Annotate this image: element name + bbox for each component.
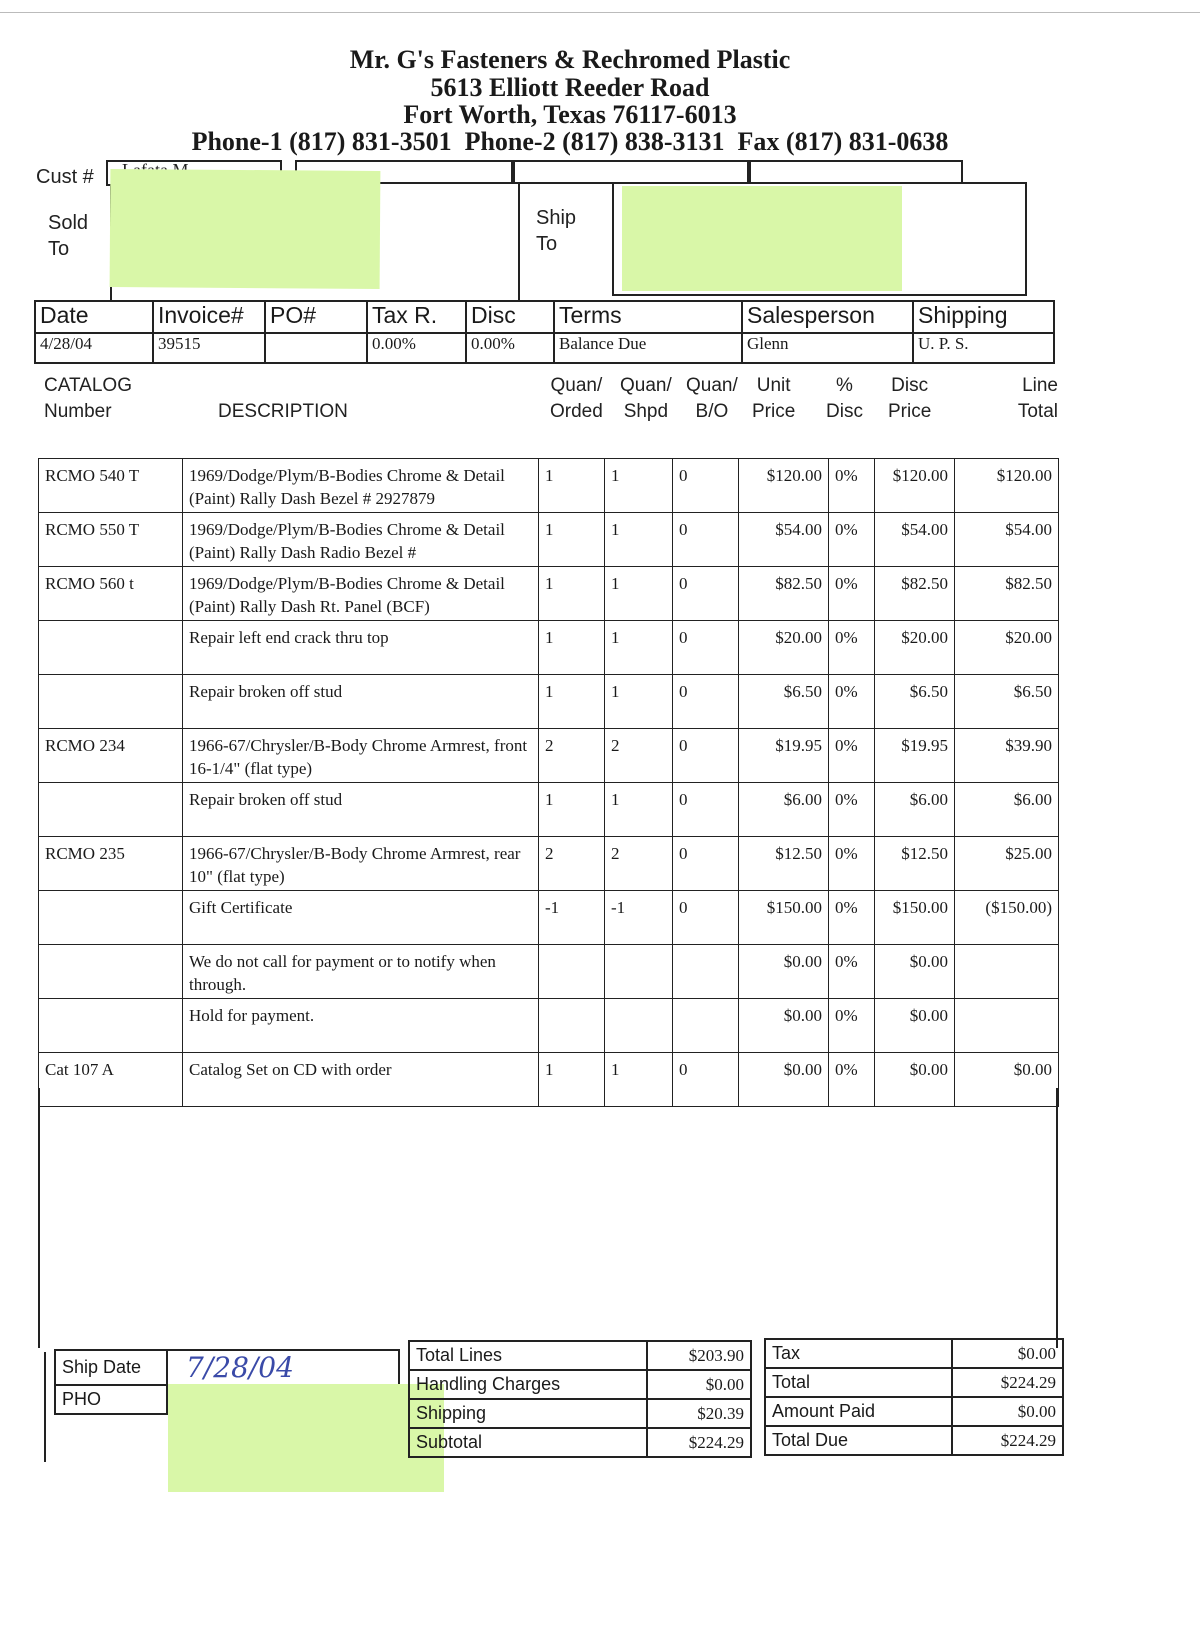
- cell-catalog-number: [39, 621, 183, 675]
- cell-qty-ordered: 1: [539, 459, 605, 513]
- ship-to-label: Ship To: [536, 207, 577, 255]
- cell-qty-backorder: 0: [673, 891, 739, 945]
- totals-right-table: [764, 1338, 1064, 1456]
- table-row: [39, 945, 1059, 999]
- totals-left-label: Shipping: [409, 1399, 647, 1428]
- scan-top-edge: [0, 12, 1200, 13]
- cell-qty-shipped: 2: [605, 837, 673, 891]
- cell-catalog-number: RCMO 550 T: [39, 513, 183, 567]
- cell-qty-backorder: 0: [673, 513, 739, 567]
- cell-percent-disc: 0%: [829, 513, 875, 567]
- totals-left-label: Total Lines: [409, 1341, 647, 1370]
- footer-left-rule: [44, 1352, 46, 1462]
- cell-qty-ordered: 2: [539, 729, 605, 783]
- redaction-note-sold-to: [110, 169, 381, 289]
- cell-line-total: $20.00: [955, 621, 1059, 675]
- cust-label: Cust #: [36, 166, 94, 188]
- cell-catalog-number: [39, 891, 183, 945]
- cell-line-total: $25.00: [955, 837, 1059, 891]
- shipping-value: U. P. S.: [913, 333, 1054, 363]
- cell-disc-price: $0.00: [875, 1053, 955, 1107]
- cell-description: 1966-67/Chrysler/B-Body Chrome Armrest, rear 10" (flat type): [183, 837, 539, 891]
- invoice-info-table: [34, 300, 1055, 364]
- totals-left-label: Handling Charges: [409, 1370, 647, 1399]
- table-row: [39, 783, 1059, 837]
- totals-left-row: [409, 1428, 751, 1457]
- tax-rate-header: Tax R.: [367, 301, 466, 333]
- cell-percent-disc: 0%: [829, 621, 875, 675]
- company-name: Mr. G's Fasteners & Rechromed Plastic: [349, 45, 791, 74]
- cell-line-total: $6.00: [955, 783, 1059, 837]
- cell-percent-disc: 0%: [829, 891, 875, 945]
- cell-percent-disc: 0%: [829, 837, 875, 891]
- cell-unit-price: $6.50: [739, 675, 829, 729]
- col-qty-ordered: Quan/ Orded: [550, 375, 603, 422]
- cell-qty-ordered: 1: [539, 783, 605, 837]
- totals-left-row: [409, 1341, 751, 1370]
- col-line-total: Line Total: [1017, 375, 1058, 422]
- cell-line-total: $6.50: [955, 675, 1059, 729]
- invoice-number-value: 39515: [153, 333, 265, 363]
- invoice-number-header: Invoice#: [153, 301, 265, 333]
- ship-date-handwritten: 7/28/04: [186, 1351, 294, 1384]
- items-area-frame: [38, 1088, 40, 1348]
- cell-disc-price: $120.00: [875, 459, 955, 513]
- cell-line-total: [955, 945, 1059, 999]
- cell-qty-backorder: 0: [673, 459, 739, 513]
- cell-unit-price: $120.00: [739, 459, 829, 513]
- ship-date-value: [167, 1350, 399, 1385]
- totals-left-value: $224.29: [647, 1428, 751, 1457]
- col-description: DESCRIPTION: [218, 401, 348, 422]
- totals-left-value: $20.39: [647, 1399, 751, 1428]
- cell-qty-backorder: [673, 945, 739, 999]
- totals-right-row: [765, 1368, 1063, 1397]
- date-header: Date: [35, 301, 153, 333]
- totals-left-value: $203.90: [647, 1341, 751, 1370]
- cell-percent-disc: 0%: [829, 729, 875, 783]
- table-row: [39, 729, 1059, 783]
- cell-percent-disc: 0%: [829, 675, 875, 729]
- cell-qty-backorder: 0: [673, 1053, 739, 1107]
- cell-description: Repair left end crack thru top: [183, 621, 539, 675]
- terms-value: Balance Due: [554, 333, 742, 363]
- cell-unit-price: $19.95: [739, 729, 829, 783]
- totals-right-row: [765, 1339, 1063, 1368]
- cell-line-total: $120.00: [955, 459, 1059, 513]
- cell-unit-price: $0.00: [739, 1053, 829, 1107]
- cell-qty-ordered: 1: [539, 621, 605, 675]
- cell-percent-disc: 0%: [829, 1053, 875, 1107]
- cell-unit-price: $12.50: [739, 837, 829, 891]
- cell-catalog-number: RCMO 560 t: [39, 567, 183, 621]
- cell-unit-price: $6.00: [739, 783, 829, 837]
- cell-qty-shipped: 1: [605, 675, 673, 729]
- totals-right-row: [765, 1426, 1063, 1455]
- cust-field-3: [513, 160, 749, 184]
- col-qty-backorder: Quan/ B/O: [686, 375, 738, 422]
- cell-qty-ordered: 1: [539, 513, 605, 567]
- cell-catalog-number: [39, 783, 183, 837]
- table-row: [39, 837, 1059, 891]
- redaction-note-ship-to: [622, 186, 902, 291]
- cell-catalog-number: Cat 107 A: [39, 1053, 183, 1107]
- cell-percent-disc: 0%: [829, 783, 875, 837]
- company-address-line1: 5613 Elliott Reeder Road: [430, 73, 710, 102]
- po-number-header: PO#: [265, 301, 367, 333]
- cell-line-total: [955, 999, 1059, 1053]
- cell-disc-price: $0.00: [875, 945, 955, 999]
- col-qty-shipped: Quan/ Shpd: [620, 375, 672, 422]
- cell-disc-price: $0.00: [875, 999, 955, 1053]
- cell-qty-shipped: 1: [605, 567, 673, 621]
- cell-qty-shipped: 1: [605, 783, 673, 837]
- cell-disc-price: $82.50: [875, 567, 955, 621]
- cell-qty-backorder: 0: [673, 783, 739, 837]
- cell-line-total: $39.90: [955, 729, 1059, 783]
- ship-date-label: Ship Date: [55, 1350, 167, 1385]
- cell-unit-price: $0.00: [739, 945, 829, 999]
- cell-qty-ordered: [539, 945, 605, 999]
- cell-disc-price: $54.00: [875, 513, 955, 567]
- cell-qty-shipped: 1: [605, 1053, 673, 1107]
- cell-qty-shipped: 2: [605, 729, 673, 783]
- salesperson-header: Salesperson: [742, 301, 913, 333]
- cell-description: 1969/Dodge/Plym/B-Bodies Chrome & Detail (Paint) Rally Dash Radio Bezel #: [183, 513, 539, 567]
- cell-percent-disc: 0%: [829, 999, 875, 1053]
- totals-left-row: [409, 1399, 751, 1428]
- totals-right-label: Amount Paid: [765, 1397, 952, 1426]
- cell-qty-ordered: 1: [539, 675, 605, 729]
- cell-percent-disc: 0%: [829, 567, 875, 621]
- cell-qty-backorder: [673, 999, 739, 1053]
- cell-line-total: ($150.00): [955, 891, 1059, 945]
- cell-unit-price: $150.00: [739, 891, 829, 945]
- cell-qty-backorder: 0: [673, 729, 739, 783]
- date-value: 4/28/04: [35, 333, 153, 363]
- col-percent-disc: % Disc: [826, 375, 863, 422]
- col-unit-price: Unit Price: [752, 375, 796, 422]
- col-catalog-number: CATALOG Number: [44, 375, 132, 422]
- totals-right-row: [765, 1397, 1063, 1426]
- cell-qty-shipped: [605, 999, 673, 1053]
- cell-catalog-number: RCMO 540 T: [39, 459, 183, 513]
- cell-qty-backorder: 0: [673, 567, 739, 621]
- cell-catalog-number: [39, 675, 183, 729]
- tax-rate-value: 0.00%: [367, 333, 466, 363]
- cell-qty-backorder: 0: [673, 675, 739, 729]
- cell-description: 1969/Dodge/Plym/B-Bodies Chrome & Detail (Paint) Rally Dash Rt. Panel (BCF): [183, 567, 539, 621]
- totals-right-label: Tax: [765, 1339, 952, 1368]
- cell-line-total: $0.00: [955, 1053, 1059, 1107]
- totals-right-value: $224.29: [952, 1368, 1063, 1397]
- cell-line-total: $54.00: [955, 513, 1059, 567]
- cell-qty-backorder: 0: [673, 837, 739, 891]
- cell-unit-price: $82.50: [739, 567, 829, 621]
- cell-qty-ordered: -1: [539, 891, 605, 945]
- cell-disc-price: $6.50: [875, 675, 955, 729]
- totals-left-table: [408, 1340, 752, 1458]
- cell-description: We do not call for payment or to notify when through.: [183, 945, 539, 999]
- table-row: [39, 513, 1059, 567]
- table-row: [39, 675, 1059, 729]
- table-row: [39, 1053, 1059, 1107]
- cell-disc-price: $19.95: [875, 729, 955, 783]
- totals-left-row: [409, 1370, 751, 1399]
- sold-to-label: Sold To: [48, 212, 89, 260]
- cell-description: 1969/Dodge/Plym/B-Bodies Chrome & Detail (Paint) Rally Dash Bezel # 2927879: [183, 459, 539, 513]
- cell-qty-shipped: 1: [605, 621, 673, 675]
- totals-right-label: Total: [765, 1368, 952, 1397]
- cell-catalog-number: RCMO 234: [39, 729, 183, 783]
- line-items-table: [38, 458, 1059, 1107]
- totals-left-value: $0.00: [647, 1370, 751, 1399]
- cell-disc-price: $6.00: [875, 783, 955, 837]
- table-row: [39, 999, 1059, 1053]
- cell-description: Catalog Set on CD with order: [183, 1053, 539, 1107]
- totals-right-value: $0.00: [952, 1339, 1063, 1368]
- cell-qty-backorder: 0: [673, 621, 739, 675]
- cell-disc-price: $12.50: [875, 837, 955, 891]
- shipping-header: Shipping: [913, 301, 1054, 333]
- cell-percent-disc: 0%: [829, 459, 875, 513]
- cell-description: Gift Certificate: [183, 891, 539, 945]
- items-area-frame-right: [1056, 1088, 1058, 1348]
- cell-qty-shipped: -1: [605, 891, 673, 945]
- cell-catalog-number: [39, 945, 183, 999]
- cell-description: Repair broken off stud: [183, 675, 539, 729]
- disc-value: 0.00%: [466, 333, 554, 363]
- cell-disc-price: $150.00: [875, 891, 955, 945]
- cell-unit-price: $0.00: [739, 999, 829, 1053]
- salesperson-value: Glenn: [742, 333, 913, 363]
- cell-line-total: $82.50: [955, 567, 1059, 621]
- table-row: [39, 891, 1059, 945]
- table-row: [39, 621, 1059, 675]
- company-phones: Phone-1 (817) 831-3501 Phone-2 (817) 838-3131 Fax (817) 831-0638: [191, 127, 949, 156]
- cell-disc-price: $20.00: [875, 621, 955, 675]
- phone-label: PHO: [55, 1385, 167, 1414]
- totals-left-label: Subtotal: [409, 1428, 647, 1457]
- cell-catalog-number: [39, 999, 183, 1053]
- cell-description: Hold for payment.: [183, 999, 539, 1053]
- table-row: [39, 567, 1059, 621]
- totals-right-value: $224.29: [952, 1426, 1063, 1455]
- cust-field-4: [749, 160, 963, 184]
- cell-unit-price: $20.00: [739, 621, 829, 675]
- disc-header: Disc: [466, 301, 554, 333]
- cell-percent-disc: 0%: [829, 945, 875, 999]
- cell-description: Repair broken off stud: [183, 783, 539, 837]
- cell-qty-ordered: 1: [539, 1053, 605, 1107]
- cell-qty-shipped: 1: [605, 513, 673, 567]
- company-address-line2: Fort Worth, Texas 76117-6013: [403, 100, 737, 129]
- redaction-note-phone: [168, 1384, 444, 1492]
- cell-qty-ordered: 2: [539, 837, 605, 891]
- cell-description: 1966-67/Chrysler/B-Body Chrome Armrest, front 16-1/4" (flat type): [183, 729, 539, 783]
- totals-right-label: Total Due: [765, 1426, 952, 1455]
- cell-qty-shipped: 1: [605, 459, 673, 513]
- table-row: [39, 459, 1059, 513]
- cell-unit-price: $54.00: [739, 513, 829, 567]
- cell-qty-ordered: 1: [539, 567, 605, 621]
- totals-right-value: $0.00: [952, 1397, 1063, 1426]
- po-number-value: [265, 333, 367, 363]
- cell-catalog-number: RCMO 235: [39, 837, 183, 891]
- cell-qty-ordered: [539, 999, 605, 1053]
- cell-qty-shipped: [605, 945, 673, 999]
- terms-header: Terms: [554, 301, 742, 333]
- col-disc-price: Disc Price: [888, 375, 932, 422]
